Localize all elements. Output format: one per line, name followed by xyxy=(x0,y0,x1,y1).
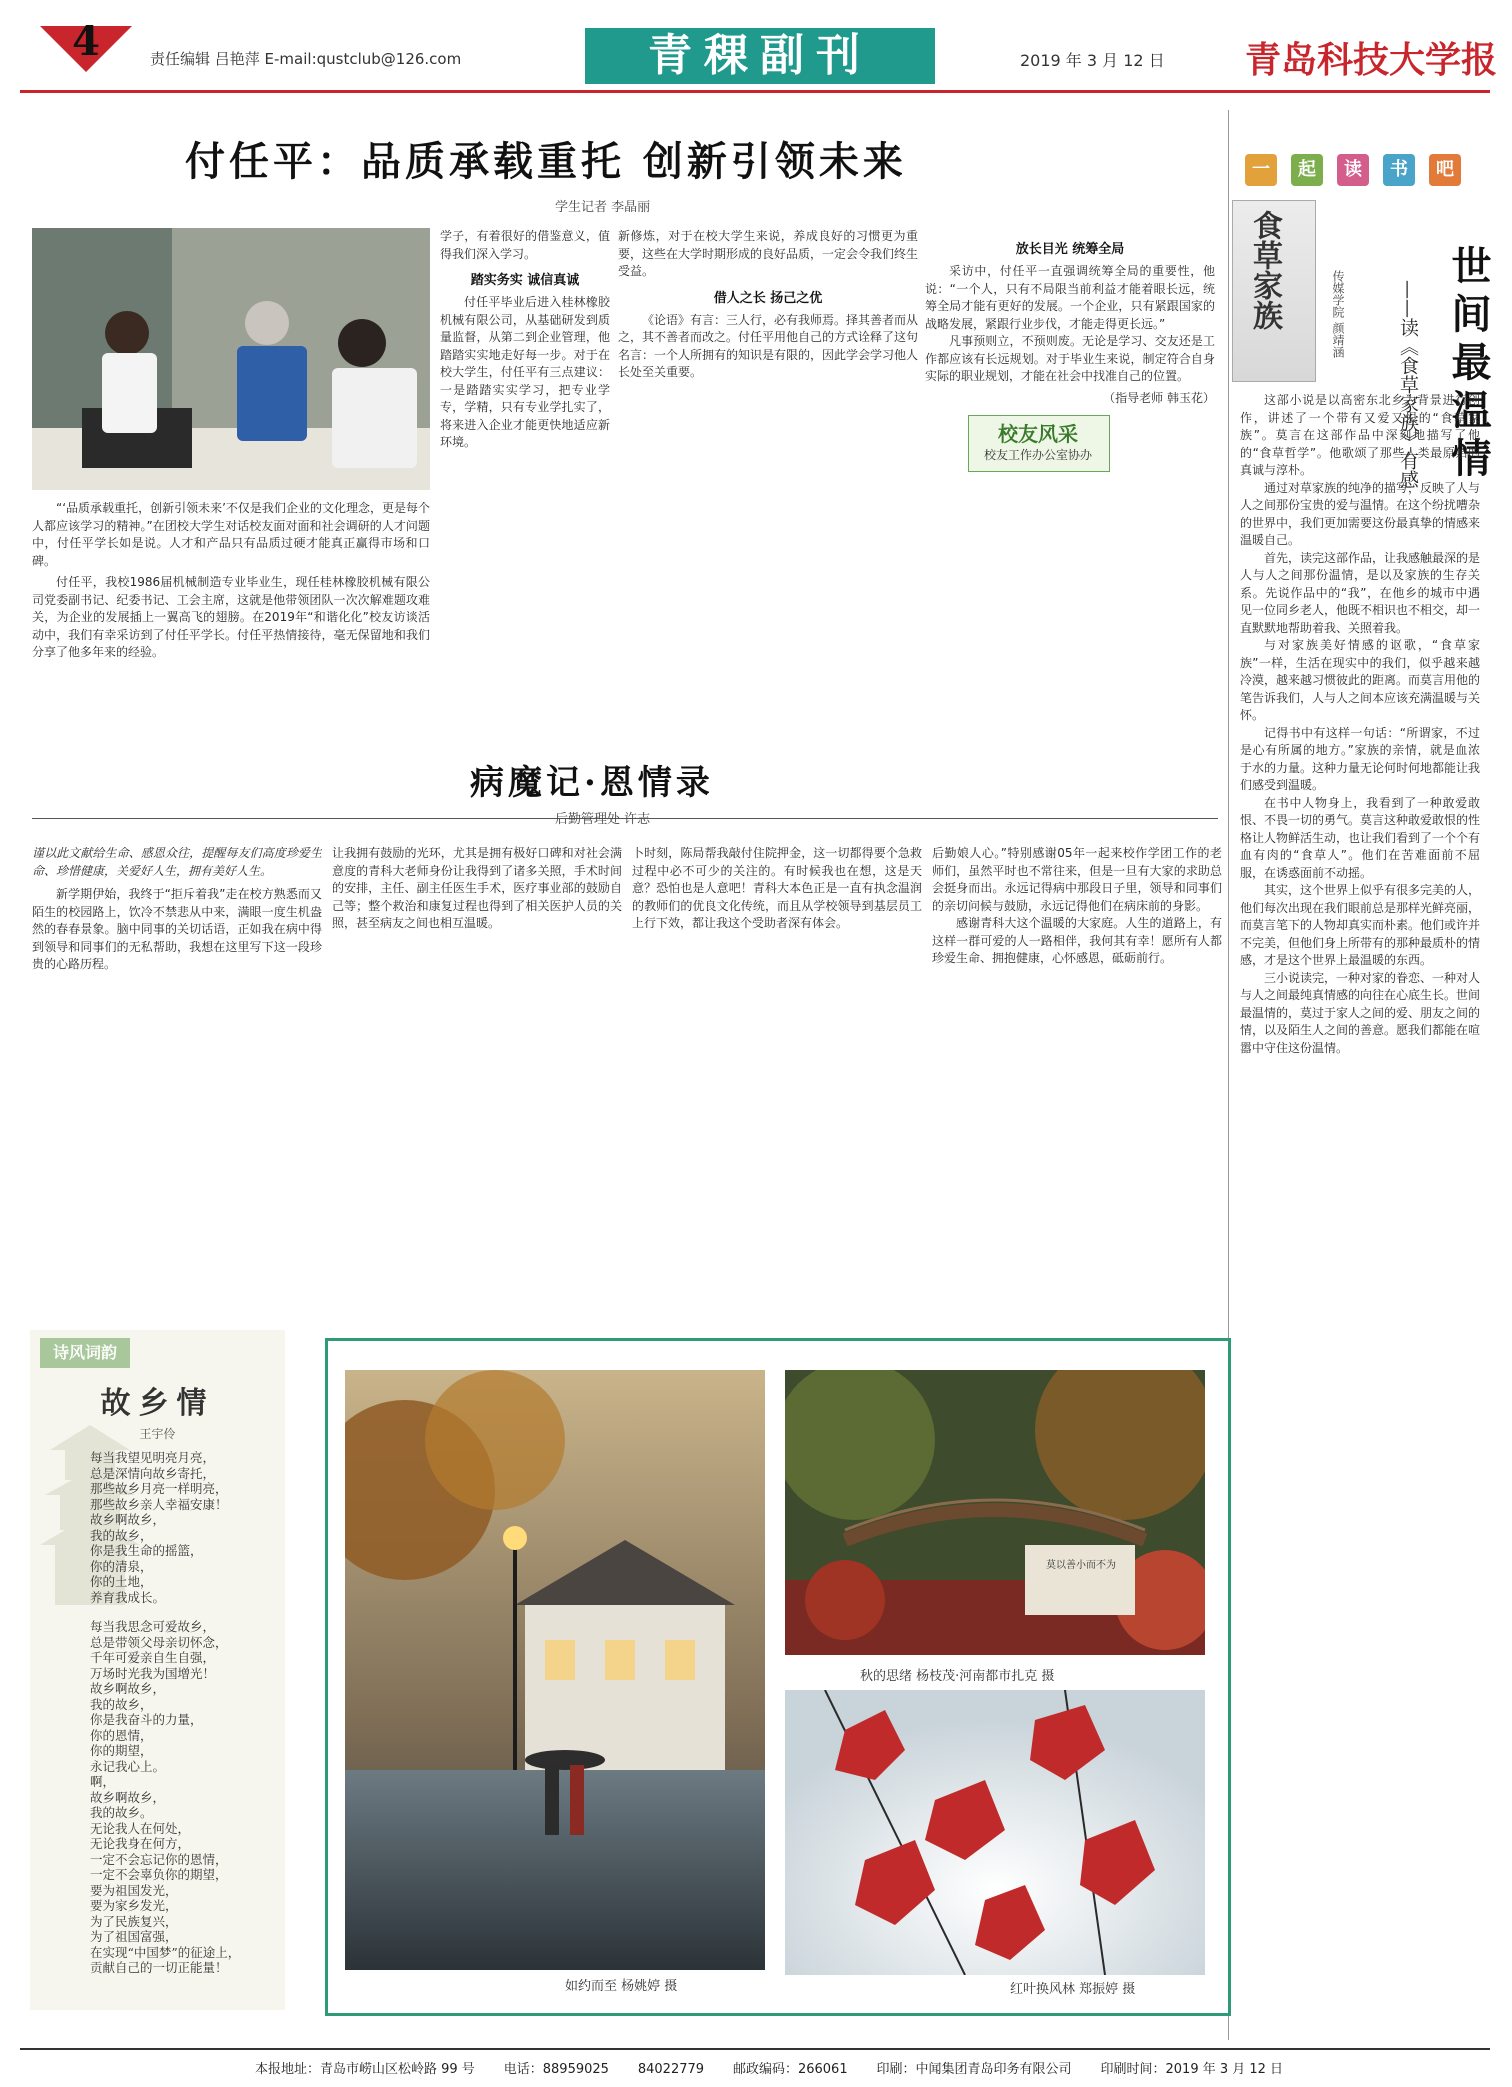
poem-author: 王宇伶 xyxy=(139,1427,176,1441)
review-paragraph-7: 三小说读完，一种对家的眷恋、一种对人与人之间最纯真情感的向往在心底生长。世间最温情的，莫过于家人之间的爱、朋友之间的情，以及陌生人之间的善意。愿我们都能在喧嚣中守住这份温情。 xyxy=(1240,970,1480,1055)
article2-byline: 后勤管理处 许志 xyxy=(555,812,651,827)
article2-col2-text: 让我拥有鼓励的光环，尤其是拥有极好口碑和对社会满意度的青科大老师身份让我得到了诸多关照，手术时间的安排，主任、副主任医生手术，医疗事业部的鼓励自己等；整个救治和康复过程也得到了相关医护人员的关照，甚至病友之间也相互温暖。 xyxy=(332,846,622,930)
footer-phone: 电话：88959025 xyxy=(503,2062,609,2077)
article2-col4-text-b: 感谢青科大这个温暖的大家庭。人生的道路上，有这样一群可爱的人一路相伴，我何其有幸！愿所有人都珍爱生命、拥抱健康，心怀感恩，砥砺前行。 xyxy=(932,916,1222,965)
reading-club-badge xyxy=(1245,148,1480,192)
interview-photo-illustration xyxy=(32,228,430,490)
article2-column2 xyxy=(332,845,622,1315)
supplement-title: 青稞副刊 xyxy=(585,28,935,84)
review-author: 传媒学院 颜靖涵 xyxy=(1331,270,1345,358)
poem-line: 故乡啊故乡， xyxy=(90,1512,166,1527)
review-paragraph-6: 其实，这个世界上似乎有很多完美的人，他们每次出现在我们眼前总是那样光鲜亮丽，而莫言笔下的人物却真实而朴素。他们或许并不完美，但他们身上所带有的那种最质朴的情感，才是这个世界上最温暖的东西。 xyxy=(1240,883,1480,967)
page-number: 4 xyxy=(72,18,100,65)
poem-line: 你是我生命的摇篮， xyxy=(90,1543,203,1558)
poem-line: 为了民族复兴， xyxy=(90,1913,178,1929)
article1-column3 xyxy=(618,228,918,810)
alumni-feature-title: 校友风采 xyxy=(998,422,1078,446)
masthead-rule xyxy=(20,90,1490,93)
poem-section-label: 诗风词韵 xyxy=(40,1338,130,1368)
poem-line: 我的故乡， xyxy=(90,1527,153,1543)
review-title: 世间最温情 xyxy=(1445,245,1492,485)
poem-line: 啊， xyxy=(90,1774,116,1789)
poem-line: 你的土地， xyxy=(90,1574,153,1589)
article1-col4-a: 采访中，付任平一直强调统筹全局的重要性，他说：“一个人，只有不局限当前利益才能着眼长远，统筹全局才能有更好的发展。一个企业，只有紧跟国家的战略发展，紧跟行业步伐，才能走得更长远。” xyxy=(925,264,1215,331)
book-cover-title: 食草家族 xyxy=(1247,210,1282,330)
badge-char-4: 书 xyxy=(1383,154,1415,186)
red-leaves-illustration xyxy=(785,1690,1205,1975)
poem-line: 每当我望见明亮月亮， xyxy=(90,1450,216,1465)
newspaper-name: 青岛科技大学报 xyxy=(1245,39,1498,81)
poem-line: 那些故乡亲人幸福安康！ xyxy=(90,1496,228,1512)
caption-bottom-right-photo: 红叶换风林 郑振婷 摄 xyxy=(1010,1982,1136,1997)
article2-column3 xyxy=(632,845,922,1315)
poem-line: 总是带领父母亲切怀念， xyxy=(90,1634,228,1650)
poem-line: 我的故乡， xyxy=(90,1696,153,1712)
poem-line: 你的期望， xyxy=(90,1743,153,1758)
article1-signature: （指导老师 韩玉花） xyxy=(1103,390,1215,405)
poem-line: 一定不会辜负你的期望， xyxy=(90,1867,228,1882)
poem-line: 千年可爱亲自生自强， xyxy=(90,1650,216,1665)
review-subtitle: ——读《食草家族》有感 xyxy=(1397,280,1419,489)
poem-title: 故乡情 xyxy=(100,1386,215,1421)
article2-col4-text: 后勤娘人心。”特别感谢05年一起来校作学团工作的老师们，虽然平时也不常往来，但是一旦有大家的求助总会挺身而出。永远记得病中那段日子里，领导和同事们的亲切问候与鼓励，永远记得他们在病床前的身影。 xyxy=(932,846,1222,913)
review-paragraph-1: 通过对草家族的纯净的描写，反映了人与人之间那份宝贵的爱与温情。在这个纷扰嘈杂的世界中，我们更加需要这份最真挚的情感来温暖自己。 xyxy=(1240,480,1480,547)
poem-line: 你是我奋斗的力量， xyxy=(90,1712,203,1727)
poem-line: 养育我成长。 xyxy=(90,1589,166,1605)
editor-line: 责任编辑 吕艳萍 E-mail:qustclub@126.com xyxy=(150,50,462,68)
poem-line: 一定不会忘记你的恩情， xyxy=(90,1851,228,1867)
article2-col1-text: 新学期伊始，我终于“拒斥着我”走在校方熟悉而又陌生的校园路上，饮冷不禁悲从中来，满眼一度生机盎然的春春景象。脑中同事的关切话语，正如我在病中得到领导和同事们的无私帮助，我想在这里写下这一段珍贵的心路历程。 xyxy=(32,887,322,971)
autumn-bridge-illustration xyxy=(785,1370,1205,1655)
poem-line: 要为家乡发光， xyxy=(90,1898,178,1913)
subheading-practical: 踏实务实 诚信真诚 xyxy=(470,273,580,288)
review-paragraph-3: 与对家族美好情感的讴歌，“食草家族”一样，生活在现实中的我们，似乎越来越冷漠，越来越习惯彼此的距离。而莫言用他的笔告诉我们，人与人之间本应该充满温暖与关怀。 xyxy=(1240,638,1480,722)
badge-char-1: 一 xyxy=(1245,154,1277,186)
review-paragraph-2: 首先，读完这部作品，让我感触最深的是人与人之间那份温情，是以及家族的生存关系。先说作品中的“我”，在他乡的城市中遇见一位同乡老人，他既不相识也不相交，却一直默默地帮助着我、关照着我。 xyxy=(1240,550,1480,635)
alumni-feature-subtitle: 校友工作办公室协办 xyxy=(983,448,1092,462)
poem-line: 总是深情向故乡寄托， xyxy=(90,1465,216,1481)
issue-date: 2019 年 3 月 12 日 xyxy=(1020,51,1165,70)
article1-col2-b: 付任平毕业后进入桂林橡胶机械有限公司，从基础研发到质量监督，从第二到企业管理，他踏踏实实地走好每一步。对于在校大学生，付任平有三点建议：一是踏踏实实学习，把专业学专，学精，只有专业学扎实了，将来进入企业才能更快地适应新环境。 xyxy=(440,295,610,449)
poem-line: 无论我身在何方， xyxy=(90,1836,191,1851)
poem-line: 永记我心上。 xyxy=(90,1758,166,1774)
badge-char-3: 读 xyxy=(1337,154,1369,186)
poem-line: 万场时光我为国增光！ xyxy=(90,1665,216,1681)
footer-phone-2: 84022779 xyxy=(637,2062,705,2077)
footer xyxy=(255,2058,1283,2077)
review-body xyxy=(1240,392,1480,2032)
article2-col3-text: 卜时刻，陈局帮我敲付住院押金，这一切都得要个急救过程中必不可少的关注的。有时候我也在想，这是天意？恐怕也是人意吧！青科大本色正是一直有执念温润的教师们的优良文化传统，而且从学校领导到基层员工上行下效，都让我这个受助者深有体会。 xyxy=(632,846,922,930)
caption-top-right-photo: 秋的思绪 杨枝茂·河南都市扎克 摄 xyxy=(860,1669,1055,1684)
article1-col1-text: 付任平，我校1986届机械制造专业毕业生，现任桂林橡胶机械有限公司党委副书记、纪委书记、工会主席，这就是他带领团队一次次解难题攻难关，为企业的发展插上一翼高飞的翅膀。在2019年“和谐化化”校友访谈活动中，我们有幸采访到了付任平学长。付任平热情接待，毫无保留地和我们分享了他多年来的经验。 xyxy=(32,575,430,659)
photo-autumn-bridge xyxy=(785,1370,1205,1655)
footer-address: 本报地址：青岛市崂山区松岭路 99 号 xyxy=(255,2062,475,2077)
photo-rainy-campus xyxy=(345,1370,765,1970)
review-paragraph-4: 记得书中有这样一句话：“所谓家，不过是心有所属的地方。”家族的亲情，就是血浓于水的力量。这种力量无论何时何地都能让我们感受到温暖。 xyxy=(1240,725,1480,792)
article1-photo xyxy=(32,228,430,490)
bridge-sign-text: 莫以善小而不为 xyxy=(1046,1560,1116,1571)
article1-column2 xyxy=(440,228,610,810)
poem-line: 在实现“中国梦”的征途上， xyxy=(90,1944,241,1960)
footer-postcode: 邮政编码：266061 xyxy=(732,2062,848,2077)
poem-line: 贡献自己的一切正能量！ xyxy=(90,1960,228,1975)
review-intro: 这部小说是以高密东北乡为背景进行创作，讲述了一个带有又爱又恨的“食草家族”。莫言在这部作品中深刻地描写了他的“食草哲学”。他歌颂了那些人类最原始的真诚与淳朴。 xyxy=(1240,393,1480,477)
article2-column1 xyxy=(32,845,322,1315)
poem-line: 无论我人在何处， xyxy=(90,1820,191,1836)
article1-intro: “‘品质承载重托，创新引领未来’不仅是我们企业的文化理念，更是每个人都应该学习的精神。”在团校大学生对话校友面对面和社会调研的人才问题中，付任平学长如是说。人才和产品只有品质过硬才能真正赢得市场和口碑。 xyxy=(32,501,430,568)
footer-printer: 印刷：中闻集团青岛印务有限公司 xyxy=(876,2062,1072,2077)
subheading-learn: 借人之长 扬己之优 xyxy=(713,290,823,306)
poem-line: 故乡啊故乡， xyxy=(90,1681,166,1696)
article2-headline: 病魔记·恩情录 xyxy=(470,763,714,803)
article2-lead: 谨以此文献给生命、感恩众往，提醒每友们高度珍爱生命、珍惜健康，关爱好人生，拥有美好人生。 xyxy=(32,846,322,878)
badge-char-5: 吧 xyxy=(1429,154,1461,186)
rainy-campus-illustration xyxy=(345,1370,765,1970)
article1-col2-a: 学子，有着很好的借鉴意义，值得我们深入学习。 xyxy=(440,229,610,261)
poem-line: 那些故乡月亮一样明亮， xyxy=(90,1481,228,1496)
poem-line: 要为祖国发光， xyxy=(90,1882,178,1898)
article1-headline: 付任平：品质承载重托 创新引领未来 xyxy=(185,138,907,185)
poem-line: 你的恩情， xyxy=(90,1727,153,1743)
poem-line: 故乡啊故乡， xyxy=(90,1789,166,1805)
article1-column1 xyxy=(32,500,430,810)
article1-col3-b: 《论语》有言：三人行，必有我师焉。择其善者而从之，其不善者而改之。付任平用他自己的方式诠释了这句名言：一个人所拥有的知识是有限的，因此学会学习他人长处至关重要。 xyxy=(618,312,918,379)
photo-red-leaves xyxy=(785,1690,1205,1975)
badge-char-2: 起 xyxy=(1291,154,1323,186)
subheading-vision: 放长目光 统筹全局 xyxy=(1015,242,1125,257)
footer-print-date: 印刷时间：2019 年 3 月 12 日 xyxy=(1100,2062,1284,2077)
poem-line: 我的故乡。 xyxy=(90,1805,153,1820)
article1-col4-b: 凡事预则立，不预则废。无论是学习、交友还是工作都应该有长远规划。对于毕业生来说，制定符合自身实际的职业规划，才能在社会中找准自己的位置。 xyxy=(925,334,1215,383)
poem-line: 每当我思念可爱故乡， xyxy=(90,1619,216,1634)
poem-line: 你的清泉， xyxy=(90,1558,153,1574)
article1-col3-a: 新修炼，对于在校大学生来说，养成良好的习惯更为重要，这些在大学时期形成的良好品质，一定会令我们终生受益。 xyxy=(618,229,918,278)
poem-line: 为了祖国富强， xyxy=(90,1929,178,1944)
article2-column4 xyxy=(932,845,1222,1315)
article1-byline: 学生记者 李晶丽 xyxy=(555,200,651,215)
review-paragraph-5: 在书中人物身上，我看到了一种敢爱敢恨、不畏一切的勇气。莫言这种敢爱敢恨的性格让人物鲜活生动，也让我们看到了一个个有血有肉的“食草人”。他们在苦难面前不屈服，在诱惑面前不动摇。 xyxy=(1240,795,1480,880)
caption-left-photo: 如约而至 杨姚婷 摄 xyxy=(565,1979,678,1994)
